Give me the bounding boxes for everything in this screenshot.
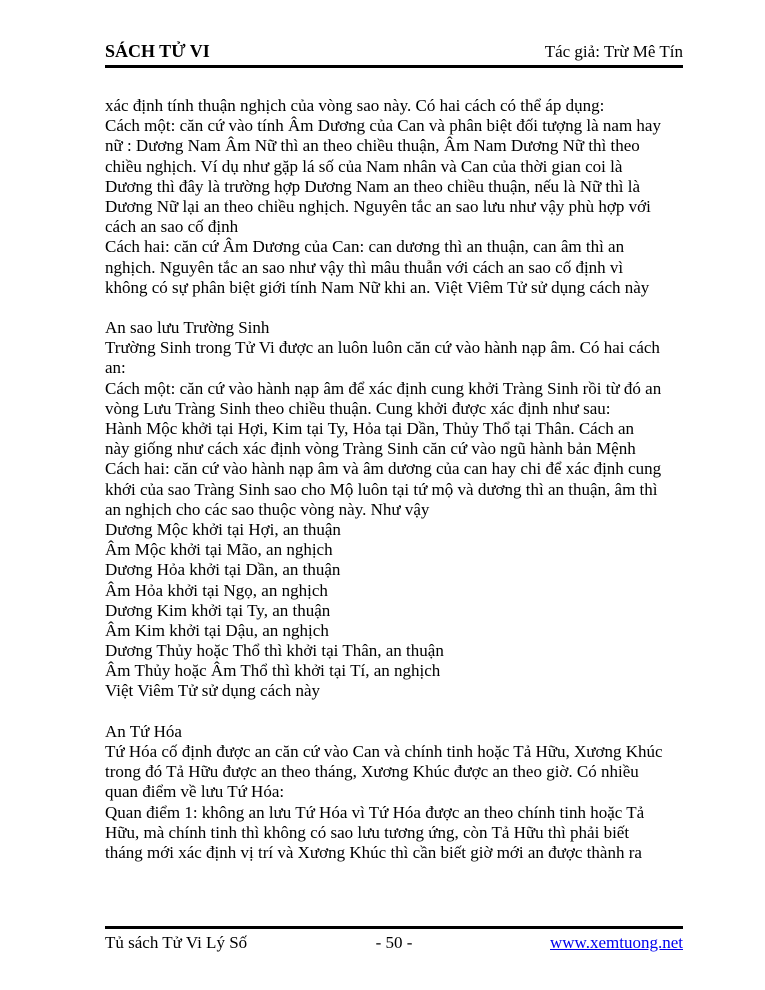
text-line: Cách một: căn cứ vào tính Âm Dương của Can và phân biệt đối tượng là nam hay [105,116,661,136]
page-body [105,96,683,863]
text-line: Quan điểm 1: không an lưu Tứ Hóa vì Tứ Hóa được an theo chính tinh hoặc Tả [105,802,645,822]
text-line: Dương Nữ lại an theo chiều nghịch. Nguyên tắc an sao lưu như vậy phù hợp với [105,196,651,216]
page-number: - 50 - [375,933,413,952]
text-line: nữ : Dương Nam Âm Nữ thì an theo chiều thuận, Âm Nam Dương Nữ thì theo [105,136,640,156]
text-line: Cách hai: căn cứ vào hành nạp âm và âm dương của can hay chi để xác định cung [105,459,662,479]
text-line: Tứ Hóa cố định được an căn cứ vào Can và chính tinh hoặc Tả Hữu, Xương Khúc [105,742,663,761]
text-line: vòng Lưu Tràng Sinh theo chiều thuận. Cung khởi được xác định như sau: [105,398,611,418]
text-line: Hữu, mà chính tinh thì không có sao lưu tương ứng, còn Tả Hữu thì phải biết [105,822,630,842]
text-line: Dương Kim khởi tại Ty, an thuận [105,600,331,620]
text-line: an nghịch cho các sao thuộc vòng này. Như vậy [105,499,430,519]
text-line: xác định tính thuận nghịch của vòng sao này. Có hai cách có thể áp dụng: [105,96,605,115]
author-credit: Tác giả: Trừ Mê Tín [544,42,683,62]
text-line: An sao lưu Trường Sinh [105,318,270,338]
text-line: Cách một: căn cứ vào hành nạp âm để xác định cung khởi Tràng Sinh rồi từ đó an [105,378,662,398]
text-line: an: [105,358,126,378]
text-line: khới của sao Tràng Sinh sao cho Mộ luôn tại tứ mộ và dương thì an thuận, âm thì [105,479,658,499]
text-line: Cách hai: căn cứ Âm Dương của Can: can dương thì an thuận, can âm thì an [105,237,625,257]
text-line: trong đó Tả Hữu được an theo tháng, Xương Khúc được an theo giờ. Có nhiều [105,762,639,782]
website-link[interactable]: www.xemtuong.net [550,933,683,952]
text-line: Hành Mộc khởi tại Hợi, Kim tại Ty, Hỏa tại Dần, Thủy Thổ tại Thân. Cách an [105,419,635,438]
text-line: Dương Thủy hoặc Thổ thì khởi tại Thân, an thuận [105,641,444,661]
series-title: Tủ sách Tử Vi Lý Số [105,933,248,952]
text-line: này giống như cách xác định vòng Tràng Sinh căn cứ vào ngũ hành bản Mệnh [105,439,636,459]
text-line: Âm Mộc khởi tại Mão, an nghịch [105,540,333,560]
text-line: Trường Sinh trong Tử Vi được an luôn luôn căn cứ vào hành nạp âm. Có hai cách [105,338,660,358]
text-line: Âm Hỏa khởi tại Ngọ, an nghịch [105,580,328,600]
text-line: Âm Thủy hoặc Âm Thổ thì khởi tại Tí, an nghịch [105,661,441,681]
text-line: Việt Viêm Tử sử dụng cách này [105,681,320,701]
text-line: quan điểm về lưu Tứ Hóa: [105,782,285,802]
text-line: cách an sao cố định [105,217,239,237]
text-line: không có sự phân biệt giới tính Nam Nữ khi an. Việt Viêm Tử sử dụng cách này [105,277,650,297]
text-line: Dương thì đây là trường hợp Dương Nam an theo chiều thuận, nếu là Nữ thì là [105,176,641,196]
page-header [105,42,683,68]
page-footer [105,926,683,953]
text-line [105,702,683,722]
text-line: chiều nghịch. Ví dụ như gặp lá số của Nam nhân và Can của thời gian coi là [105,156,623,176]
text-line: tháng mới xác định vị trí và Xương Khúc thì cần biết giờ mới an được thành ra [105,842,642,862]
text-line: An Tứ Hóa [105,721,182,741]
book-title: SÁCH TỬ VI [105,41,210,61]
text-line: Âm Kim khởi tại Dậu, an nghịch [105,620,329,640]
text-line: Dương Hỏa khởi tại Dần, an thuận [105,560,341,580]
text-line: nghịch. Nguyên tắc an sao như vậy thì mâu thuẫn với cách an sao cố định vì [105,257,624,277]
text-line: Dương Mộc khởi tại Hợi, an thuận [105,519,341,539]
text-line [105,298,683,318]
